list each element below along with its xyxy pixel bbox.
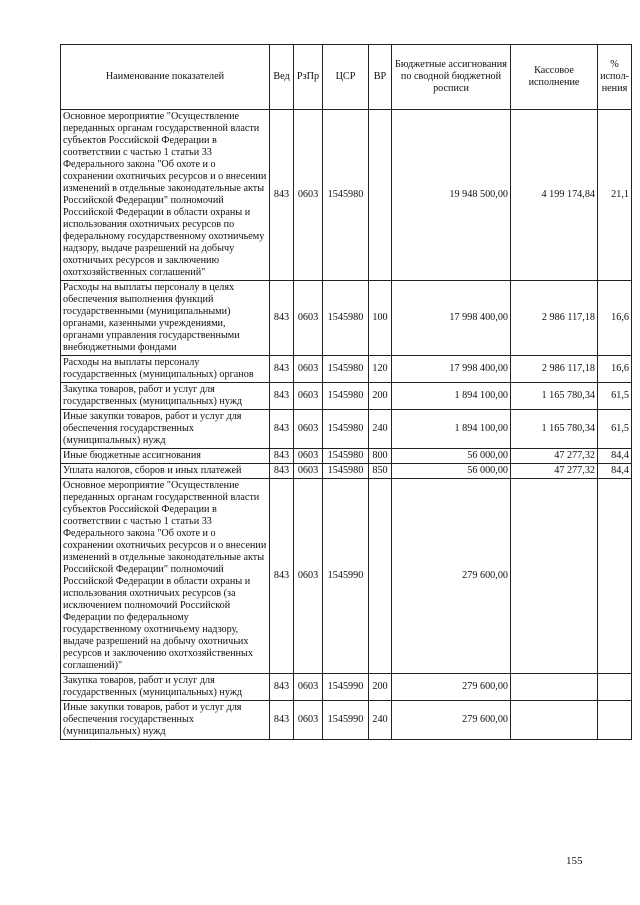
row-rzpr: 0603 (294, 674, 323, 701)
header-cash: Кассовое исполнение (511, 45, 598, 110)
row-budget: 279 600,00 (392, 701, 511, 740)
row-ved: 843 (270, 464, 294, 479)
table-row (61, 110, 632, 281)
row-percent: 16,6 (598, 281, 632, 356)
row-budget: 279 600,00 (392, 674, 511, 701)
row-csr: 1545990 (323, 701, 369, 740)
header-row (61, 45, 632, 110)
row-name: Основное мероприятие "Осуществление переданных органам государственной власти субъектов Российской Федерации в соответствии с частью 1 статьи 33 Федерального закона "Об охоте и о сохранении охотничьих ресурсов и о внесении изменений в отдельные законодательные акты Российской Федерации" полномочий Российской Федерации в области охраны и использования охотничьих ресурсов по федеральному государственному охотничьему надзору, выдаче разрешений на добычу охотничьих ресурсов и заключению охотхозяйственных соглашений" (61, 110, 270, 281)
row-rzpr: 0603 (294, 701, 323, 740)
row-name: Иные закупки товаров, работ и услуг для обеспечения государственных (муниципальных) нужд (61, 701, 270, 740)
row-percent (598, 479, 632, 674)
row-csr: 1545980 (323, 281, 369, 356)
table-row (61, 281, 632, 356)
row-cash (511, 479, 598, 674)
row-ved: 843 (270, 110, 294, 281)
row-name: Иные закупки товаров, работ и услуг для обеспечения государственных (муниципальных) нужд (61, 410, 270, 449)
row-ved: 843 (270, 701, 294, 740)
row-rzpr: 0603 (294, 410, 323, 449)
table-row (61, 383, 632, 410)
row-name: Иные бюджетные ассигнования (61, 449, 270, 464)
row-budget: 279 600,00 (392, 479, 511, 674)
row-csr: 1545990 (323, 479, 369, 674)
header-rzpr: РзПр (294, 45, 323, 110)
row-name: Закупка товаров, работ и услуг для государственных (муниципальных) нужд (61, 674, 270, 701)
row-csr: 1545990 (323, 674, 369, 701)
row-budget: 19 948 500,00 (392, 110, 511, 281)
row-cash (511, 674, 598, 701)
row-percent: 84,4 (598, 464, 632, 479)
table-row (61, 701, 632, 740)
table-row (61, 410, 632, 449)
row-budget: 56 000,00 (392, 464, 511, 479)
row-cash: 4 199 174,84 (511, 110, 598, 281)
row-percent (598, 701, 632, 740)
row-csr: 1545980 (323, 110, 369, 281)
row-cash (511, 701, 598, 740)
row-csr: 1545980 (323, 356, 369, 383)
row-ved: 843 (270, 281, 294, 356)
row-name: Закупка товаров, работ и услуг для государственных (муниципальных) нужд (61, 383, 270, 410)
row-name: Основное мероприятие "Осуществление переданных органам государственной власти субъектов Российской Федерации в соответствии с частью 1 статьи 33 Федерального закона "Об охоте и о сохранении охотничьих ресурсов и о внесении изменений в отдельные законодательные акты Российской Федерации" полномочий Российской Федерации в области охраны и использования охотничьих ресурсов (за исключением полномочий Российской Федерации по федеральному государственному охотничьему надзору, выдаче разрешений на добычу охотничьих ресурсов и заключению охотхозяйственных соглашений)" (61, 479, 270, 674)
row-cash: 2 986 117,18 (511, 281, 598, 356)
row-csr: 1545980 (323, 464, 369, 479)
row-cash: 47 277,32 (511, 449, 598, 464)
row-budget: 1 894 100,00 (392, 410, 511, 449)
row-rzpr: 0603 (294, 281, 323, 356)
row-rzpr: 0603 (294, 449, 323, 464)
table-row (61, 479, 632, 674)
table-row (61, 674, 632, 701)
row-rzpr: 0603 (294, 383, 323, 410)
row-csr: 1545980 (323, 383, 369, 410)
row-ved: 843 (270, 674, 294, 701)
page-number: 155 (566, 855, 583, 867)
header-csr: ЦСР (323, 45, 369, 110)
table-row (61, 449, 632, 464)
row-csr: 1545980 (323, 410, 369, 449)
row-name: Расходы на выплаты персоналу государственных (муниципальных) органов (61, 356, 270, 383)
row-name: Расходы на выплаты персоналу в целях обеспечения выполнения функций государственными (муниципальными) органами, казенными учреждениями, органами управления государственными внебюджетными фондами (61, 281, 270, 356)
budget-table (60, 44, 632, 740)
row-name: Уплата налогов, сборов и иных платежей (61, 464, 270, 479)
row-vr (369, 479, 392, 674)
header-budget: Бюджетные ассигнования по сводной бюджетной росписи (392, 45, 511, 110)
row-ved: 843 (270, 410, 294, 449)
row-cash: 1 165 780,34 (511, 410, 598, 449)
row-vr: 100 (369, 281, 392, 356)
row-vr: 800 (369, 449, 392, 464)
row-budget: 1 894 100,00 (392, 383, 511, 410)
row-cash: 47 277,32 (511, 464, 598, 479)
row-percent: 61,5 (598, 383, 632, 410)
row-percent (598, 674, 632, 701)
row-rzpr: 0603 (294, 110, 323, 281)
row-ved: 843 (270, 479, 294, 674)
header-vr: ВР (369, 45, 392, 110)
row-percent: 61,5 (598, 410, 632, 449)
header-name: Наименование показателей (61, 45, 270, 110)
row-cash: 2 986 117,18 (511, 356, 598, 383)
row-vr: 200 (369, 383, 392, 410)
row-vr: 200 (369, 674, 392, 701)
row-rzpr: 0603 (294, 464, 323, 479)
row-budget: 17 998 400,00 (392, 356, 511, 383)
table-row (61, 356, 632, 383)
row-percent: 84,4 (598, 449, 632, 464)
row-budget: 17 998 400,00 (392, 281, 511, 356)
row-percent: 16,6 (598, 356, 632, 383)
row-csr: 1545980 (323, 449, 369, 464)
row-vr (369, 110, 392, 281)
row-percent: 21,1 (598, 110, 632, 281)
row-vr: 120 (369, 356, 392, 383)
row-vr: 850 (369, 464, 392, 479)
row-cash: 1 165 780,34 (511, 383, 598, 410)
row-budget: 56 000,00 (392, 449, 511, 464)
row-ved: 843 (270, 356, 294, 383)
table-row (61, 464, 632, 479)
header-percent: % испол-нения (598, 45, 632, 110)
row-rzpr: 0603 (294, 356, 323, 383)
row-vr: 240 (369, 410, 392, 449)
row-ved: 843 (270, 383, 294, 410)
row-rzpr: 0603 (294, 479, 323, 674)
header-ved: Вед (270, 45, 294, 110)
row-ved: 843 (270, 449, 294, 464)
row-vr: 240 (369, 701, 392, 740)
